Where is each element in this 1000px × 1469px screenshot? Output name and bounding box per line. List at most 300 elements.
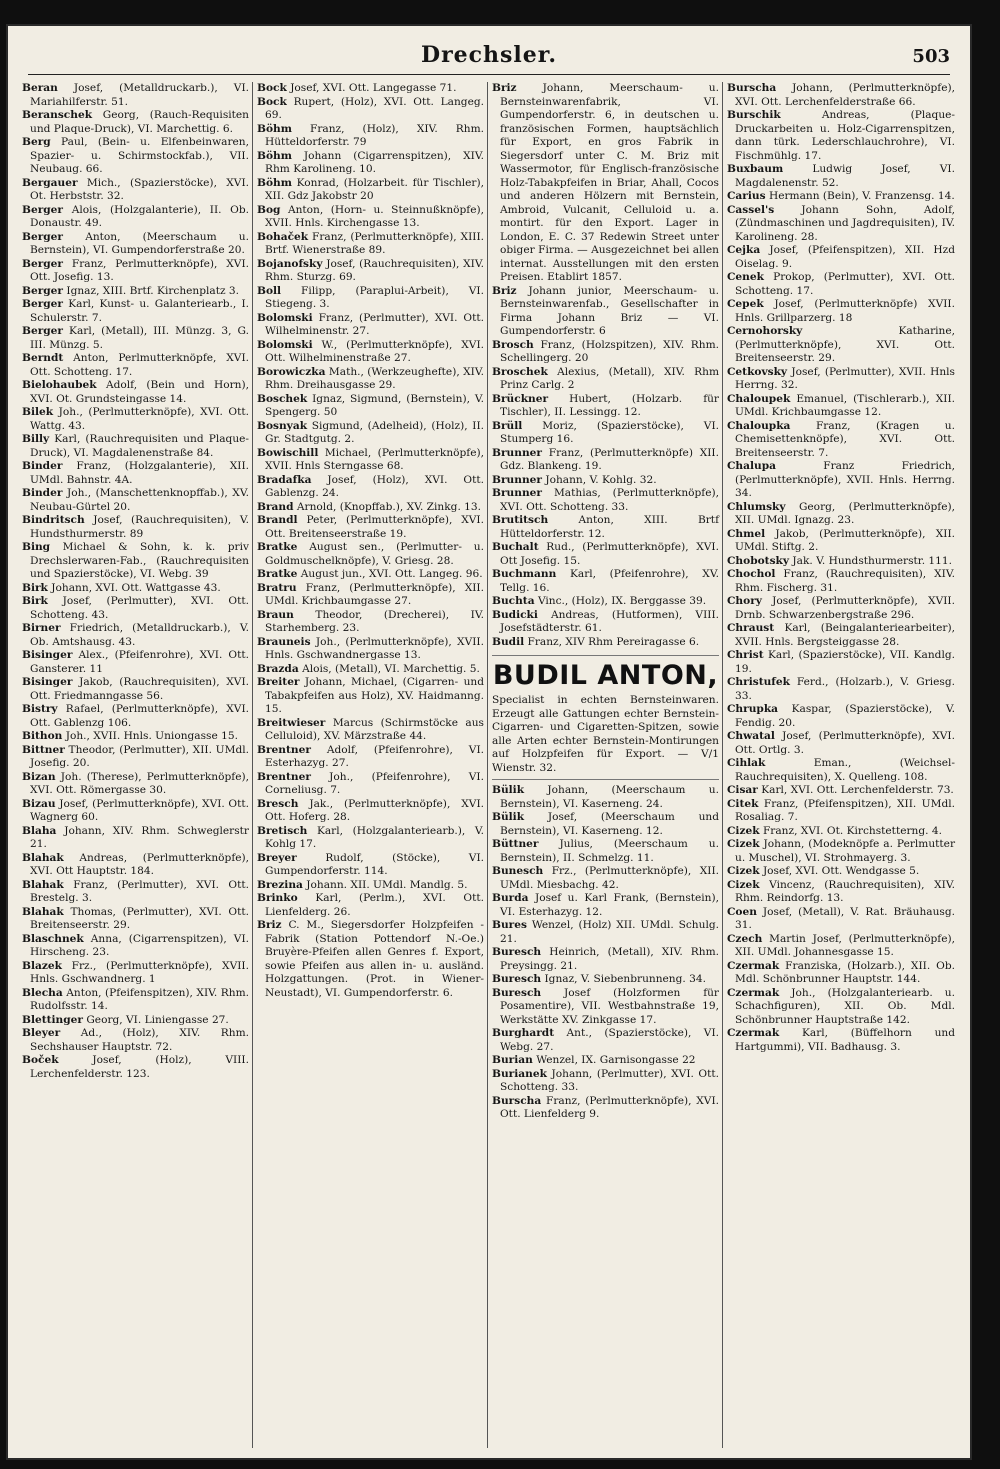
entry-details: Theodor, (Perlmutter), XII. UMdl. Josefig. 20. <box>30 743 249 769</box>
directory-entry <box>22 987 249 1014</box>
entry-details: Karl, (Beingalanteriearbeiter), XVII. Hnls. Bergsteiggasse 28. <box>735 622 955 648</box>
entry-name: Budicki <box>492 608 538 621</box>
directory-entry <box>727 676 955 703</box>
entry-details: Josef, XVI. Ott. Wendgasse 5. <box>762 865 920 877</box>
entry-details: Johann junior, Meerschaum- u. Bernsteinwarenfab., Gesellschafter in Firma Johann Briz — VI. Gumpendorferstr. 6 <box>500 284 720 337</box>
page-title: Drechsler. <box>420 42 558 68</box>
entry-details: Franz Friedrich, (Perlmutterknöpfe), XVII. Hnls. Herrng. 34. <box>735 460 955 499</box>
directory-entry <box>22 852 249 879</box>
directory-entry <box>727 460 955 501</box>
directory-entry <box>257 366 484 393</box>
directory-entry <box>22 352 249 379</box>
entry-details: Johann, (Meerschaum u. Bernstein), VI. Kaserneng. 24. <box>500 784 719 810</box>
entry-name: Bunesch <box>492 865 544 877</box>
entry-name: Bojanofsky <box>257 257 323 270</box>
directory-entry <box>22 325 249 352</box>
directory-entry <box>727 757 955 784</box>
entry-name: Beranschek <box>22 109 93 121</box>
entry-name: Burscha <box>492 1094 542 1107</box>
entry-details: Rud., (Perlmutterknöpfe), XVI. Ott Josefig. 15. <box>500 541 719 567</box>
entry-name: Chory <box>727 595 762 607</box>
entry-name: Brentner <box>257 770 311 783</box>
entry-details: Emanuel, (Tischlerarb.), XII. UMdl. Krichbaumgasse 12. <box>735 392 955 418</box>
directory-entry <box>727 987 955 1028</box>
entry-details: Andreas, (Perlmutterknöpfe), XVI. Ott Hauptstr. 184. <box>30 851 250 877</box>
entry-details: Joh., (Perlmutterknöpfe), XVI. Ott. Wattg. 43. <box>30 406 249 432</box>
entry-details: Thomas, (Perlmutter), XVI. Ott. Breitenseerstr. 29. <box>30 905 249 931</box>
directory-entry <box>727 271 955 298</box>
entry-details: Adolf, (Bein und Horn), XVI. Ot. Grundsteingasse 14. <box>30 379 249 405</box>
entry-details: Jak. V. Hundsthurmerstr. 111. <box>792 554 953 567</box>
directory-entry <box>727 420 955 461</box>
directory-entry <box>727 298 955 325</box>
entry-name: Chalupa <box>727 460 776 472</box>
directory-entry <box>492 1068 719 1095</box>
directory-entry <box>22 487 249 514</box>
entry-name: Bohaček <box>257 230 309 243</box>
entry-name: Brunner <box>492 473 542 486</box>
entry-details: Alexius, (Metall), XIV. Rhm Prinz Carlg. 2 <box>500 365 719 391</box>
entry-details: Joh., (Holzgalanteriearb. u. Schachfiguren), XII. Ob. Mdl. Schönbrunner Hauptstraße 142. <box>735 986 955 1026</box>
entry-name: Birk <box>22 595 48 607</box>
directory-entry <box>727 622 955 649</box>
entry-details: Johann, XIV. Rhm. Schweglerstr 21. <box>30 824 249 850</box>
directory-entry <box>727 555 955 569</box>
entry-name: Beran <box>22 82 58 94</box>
directory-entry <box>492 339 719 366</box>
entry-details: Martin Josef, (Perlmutterknöpfe), XII. UMdl. Johannesgasse 15. <box>735 932 955 958</box>
entry-name: Böhm <box>257 122 292 135</box>
entry-details: W., (Perlmutterknöpfe), XVI. Ott. Wilhelminenstraße 27. <box>265 338 484 364</box>
entry-details: Karl, (Metall), III. Münzg. 3, G. III. Münzg. 5. <box>30 325 249 351</box>
directory-entry <box>257 582 484 609</box>
entry-details: Franz, XIV Rhm Pereiragasse 6. <box>527 635 700 648</box>
entry-name: Berger <box>22 284 64 297</box>
entry-details: C. M., Siegersdorfer Holzpfeifen - Fabrik (Station Pottendorf N.-Oe.) Bruyère-Pfeifen allen Genres f. Export, sowie Pfeifen aus allen in- u. ausländ. Holzgattungen. (Prot. in Wiener-Neustadt), VI. Gumpendorferstr. 6. <box>265 919 484 999</box>
entry-name: Briz <box>257 919 282 931</box>
entry-details: Karl, Kunst- u. Galanteriearb., I. Schulerstr. 7. <box>30 298 249 324</box>
entry-details: Andreas, (Hutformen), VIII. Josefstädterstr. 61. <box>500 608 719 634</box>
entry-details: Franz, (Kragen u. Chemisettenknöpfe), XVI. Ott. Breitenseerstr. 7. <box>735 419 955 459</box>
entry-details: Rafael, (Perlmutterknöpfe), XVI. Ott. Gablenzg 106. <box>30 703 249 729</box>
directory-entry <box>22 933 249 960</box>
entry-name: Buresch <box>492 973 542 985</box>
column-4 <box>727 82 958 1448</box>
entry-details: Franz, (Perlmutterknöpfe), XVI. Ott. Lienfelderg 9. <box>500 1094 720 1120</box>
directory-entry <box>22 825 249 852</box>
directory-entry <box>22 649 249 676</box>
entry-name: Burschik <box>727 109 781 121</box>
entry-details: Theodor, (Drecherei), IV. Starhemberg. 23. <box>265 608 484 634</box>
entry-details: Wenzel, IX. Garnisongasse 22 <box>536 1054 696 1066</box>
entry-details: Frz., (Perlmutterknöpfe), XVII. Hnls. Gschwandnerg. 1 <box>30 959 249 985</box>
entry-name: Chaloupka <box>727 419 791 432</box>
directory-entry <box>22 433 249 460</box>
directory-entry <box>257 96 484 123</box>
directory-entry <box>492 393 719 420</box>
directory-entry <box>257 393 484 420</box>
entry-name: Buxbaum <box>727 163 784 175</box>
entry-details: Johann, Michael, (Cigarren- und Tabakpfeifen aus Holz), XV. Haidmanng. 15. <box>265 676 484 715</box>
entry-name: Bratru <box>257 581 297 594</box>
entry-details: Josef, (Perlmutter), XVII. Hnls Herrng. 32. <box>735 365 955 391</box>
entry-details: Karl, (Spazierstöcke), VII. Kandlg. 19. <box>735 649 955 675</box>
directory-entry <box>727 960 955 987</box>
entry-details: Josef, (Pfeifenspitzen), XII. Hzd Oiselag. 9. <box>735 244 955 270</box>
directory-entry <box>492 838 719 865</box>
entry-details: Frz., (Perlmutterknöpfe), XII. UMdl. Miesbachg. 42. <box>500 865 719 891</box>
directory-entry <box>492 514 719 541</box>
entry-details: Hermann (Bein), V. Franzensg. 14. <box>768 190 955 202</box>
directory-entry <box>727 204 955 245</box>
entry-name: Blettinger <box>22 1013 83 1026</box>
directory-entry <box>257 177 484 204</box>
directory-entry <box>257 339 484 366</box>
directory-entry <box>257 879 484 893</box>
entry-name: Brunner <box>492 446 542 459</box>
entry-name: Billy <box>22 433 50 445</box>
directory-entry <box>22 595 249 622</box>
entry-name: Cizek <box>727 878 760 891</box>
entry-details: Johann, V. Kohlg. 32. <box>545 473 657 486</box>
directory-entry <box>492 474 719 488</box>
column-1 <box>22 82 253 1448</box>
directory-entry <box>22 541 249 582</box>
entry-details: Alois, (Holzgalanterie), II. Ob. Donaustr. 49. <box>30 203 250 229</box>
entry-details: Konrad, (Holzarbeit. für Tischler), XII. Gdz Jakobstr 20 <box>265 176 484 202</box>
entry-details: Anton, (Horn- u. Steinnußknöpfe), XVII. Hnls. Kirchengasse 13. <box>265 203 484 229</box>
entry-name: Bratke <box>257 568 298 580</box>
directory-entry <box>257 514 484 541</box>
entry-details: Rudolf, (Stöcke), VI. Gumpendorferstr. 114. <box>265 851 484 877</box>
entry-name: Bowischill <box>257 446 319 459</box>
directory-entry <box>257 636 484 663</box>
entry-name: Chobotsky <box>727 554 790 567</box>
directory-entry <box>727 163 955 190</box>
entry-name: Cizek <box>727 824 760 837</box>
entry-name: Czech <box>727 932 763 945</box>
entry-details: Franz, XVI. Ot. Kirchstetterng. 4. <box>762 824 942 837</box>
directory-entry <box>727 865 955 879</box>
entry-details: Karl, XVI. Ott. Lerchenfelderstr. 73. <box>761 784 954 796</box>
directory-entry <box>22 298 249 325</box>
entry-name: Blahak <box>22 878 64 891</box>
entry-details: Kaspar, (Spazierstöcke), V. Fendig. 20. <box>735 703 955 729</box>
entry-details: Franziska, (Holzarb.), XII. Ob. Mdl. Schönbrunner Hauptstr. 144. <box>735 959 956 985</box>
directory-entry <box>492 447 719 474</box>
entry-details: Franz, (Rauchrequisiten), XIV. Rhm. Fischerg. 31. <box>735 568 955 594</box>
entry-name: Christufek <box>727 676 790 688</box>
entry-details: Josef, (Perlmutterknöpfe), XVII. Drnb. Schwarzenbergstraße 296. <box>735 595 955 621</box>
directory-entry <box>22 136 249 177</box>
directory-entry <box>257 204 484 231</box>
entry-details: August jun., XVI. Ott. Langeg. 96. <box>300 568 483 580</box>
directory-entry <box>492 973 719 987</box>
entry-name: Buchmann <box>492 568 557 580</box>
entry-details: Rupert, (Holz), XVI. Ott. Langeg. 69. <box>265 95 484 121</box>
entry-name: Cihlak <box>727 757 766 769</box>
entry-details: Karl, (Holzgalanteriearb.), V. Kohlg 17. <box>265 824 484 850</box>
entry-name: Brezina <box>257 878 303 891</box>
entry-name: Berger <box>22 230 64 243</box>
directory-entry <box>22 906 249 933</box>
advertisement-text: Specialist in echten Bernsteinwaren. Erzeugt alle Gattungen echter Bernstein-Cigarren- und Cigaretten-Spitzen, sowie alle Arten echter Bernstein-Montirungen auf Holzpfeifen für Export. — V/1 Wienstr. 32. <box>492 694 719 774</box>
entry-name: Binder <box>22 487 63 499</box>
entry-details: Johann, Meerschaum- u. Bernsteinwarenfabrik, VI. Gumpendorferstr. 6, in deutschen u. französischen Formen, hauptsächlich für Export, en gros Fabrik in Siegersdorf unter C. M. Briz mit Wassermotor, für Englisch-französische Holz-Tabakpfeifen in Briar, Ahall, Cocos und anderen Hölzern mit Bernstein, Ambroid, Vulcanit, Celluloid u. a. montirt. für den Export. Lager in London, E. C. 37 Redewin Street unter obiger Firma. — Ausgezeichnet bei allen internat. Ausstellungen mit den ersten Preisen. Etablirt 1857. <box>500 82 719 283</box>
entry-details: Franz, (Holz), XIV. Rhm. Hütteldorferstr. 79 <box>265 122 484 148</box>
entry-name: Berger <box>22 325 64 337</box>
entry-details: Josef (Holzformen für Posamentire), VII. Westbahnstraße 19, Werkstätte XV. Zinkgasse 17. <box>500 986 719 1026</box>
directory-entry <box>727 190 955 204</box>
entry-details: Josef, (Perlmutterknöpfe), XVI. Ott. Ortlg. 3. <box>735 730 955 756</box>
entry-details: Julius, (Meerschaum u. Bernstein), II. Schmelzg. 11. <box>500 838 719 864</box>
directory-entry <box>727 784 955 798</box>
entry-name: Bresch <box>257 797 299 810</box>
entry-details: Anton, (Pfeifenspitzen), XIV. Rhm. Rudolfsstr. 14. <box>30 986 249 1012</box>
entry-name: Brunner <box>492 487 542 499</box>
entry-name: Chmel <box>727 527 766 540</box>
entry-details: Franz, (Perlmutter), XVI. Ott. Brestelg. 3. <box>30 878 250 904</box>
entry-details: Joh., (Perlmutterknöpfe), XVII. Hnls. Gschwandnergasse 13. <box>265 635 484 661</box>
entry-details: Franz, (Perlmutterknöpfe), XIII. Brtf. Wienerstraße 89. <box>265 230 485 256</box>
directory-entry <box>727 838 955 865</box>
column-3 <box>492 82 723 1448</box>
entry-details: Hubert, (Holzarb. für Tischler), II. Lessingg. 12. <box>500 392 719 418</box>
entry-name: Blaschnek <box>22 932 84 945</box>
directory-entry <box>257 501 484 515</box>
directory-entry <box>257 744 484 771</box>
entry-name: Bolomski <box>257 338 313 351</box>
entry-name: Bizan <box>22 770 56 783</box>
entry-details: Filipp, (Paraplui-Arbeit), VI. Stiegeng. 3. <box>265 284 484 310</box>
entry-details: Arnold, (Knopffab.), XV. Zinkg. 13. <box>296 500 482 513</box>
entry-details: Anton, (Meerschaum u. Bernstein), VI. Gumpendorferstraße 20. <box>30 230 250 256</box>
entry-details: Jak., (Perlmutterknöpfe), XVI. Ott. Hoferg. 28. <box>265 797 484 823</box>
entry-name: Brentner <box>257 743 311 756</box>
directory-entry <box>727 703 955 730</box>
directory-entry <box>257 663 484 677</box>
directory-entry <box>257 825 484 852</box>
directory-entry <box>727 825 955 839</box>
directory-entry <box>727 393 955 420</box>
entry-details: Franz, (Holzgalanterie), XII. UMdl. Bahnstr. 4A. <box>30 460 249 486</box>
directory-entry <box>22 231 249 258</box>
entry-details: Karl, (Pfeifenrohre), XV. Tellg. 16. <box>500 568 719 594</box>
entry-details: Johann, (Modeknöpfe a. Perlmutter u. Muschel), VI. Strohmayerg. 3. <box>735 838 956 864</box>
entry-details: Joh., (Manschettenknopffab.), XV. Neubau-Gürtel 20. <box>30 487 249 513</box>
entry-name: Carius <box>727 190 766 202</box>
entry-name: Bock <box>257 82 287 94</box>
entry-name: Berger <box>22 203 64 216</box>
entry-details: August sen., (Perlmutter- u. Goldmuschelknöpfe), V. Griesg. 28. <box>265 541 484 567</box>
directory-entry <box>22 730 249 744</box>
directory-entry <box>727 568 955 595</box>
entry-name: Böhm <box>257 149 292 162</box>
entry-details: Johann, XVI. Ott. Wattgasse 43. <box>51 581 221 594</box>
entry-details: Georg, VI. Liniengasse 27. <box>86 1013 229 1026</box>
entry-name: Breitwieser <box>257 716 326 729</box>
entry-details: Franz, (Perlmutterknöpfe), XII. UMdl. Krichbaumgasse 27. <box>265 581 484 607</box>
entry-name: Brutitsch <box>492 514 549 526</box>
directory-entry <box>22 109 249 136</box>
entry-name: Brosch <box>492 338 534 351</box>
entry-details: Josef, (Holz), VIII. Lerchenfelderstr. 123. <box>30 1054 249 1080</box>
directory-entry <box>727 595 955 622</box>
directory-entry <box>22 406 249 433</box>
directory-page <box>8 26 970 1458</box>
entry-details: Johann (Cigarrenspitzen), XIV. Rhm Karolineng. 10. <box>265 149 484 175</box>
directory-entry <box>22 285 249 299</box>
entry-details: Joh. (Therese), Perlmutterknöpfe), XVI. Ott. Römergasse 30. <box>30 770 249 796</box>
entry-details: Franz, Perlmutterknöpfe), XVI. Ott. Josefig. 13. <box>30 257 249 283</box>
entry-name: Bisinger <box>22 649 73 661</box>
entry-details: Josef, (Metalldruckarb.), VI. Mariahilferstr. 51. <box>30 82 250 108</box>
directory-entry <box>727 879 955 906</box>
entry-name: Cenek <box>727 271 764 283</box>
entry-details: Ant., (Spazierstöcke), VI. Webg. 27. <box>500 1027 719 1053</box>
entry-name: Brazda <box>257 662 299 675</box>
directory-entry <box>257 676 484 717</box>
entry-name: Chaloupek <box>727 392 791 405</box>
entry-details: Joh., XVII. Hnls. Uniongasse 15. <box>65 730 238 742</box>
entry-name: Berndt <box>22 352 64 364</box>
directory-entry <box>257 717 484 744</box>
directory-entry <box>257 231 484 258</box>
directory-columns <box>22 82 960 1448</box>
entry-details: Paul, (Bein- u. Elfenbeinwaren, Spazier- u. Schirmstockfab.), VII. Neubaug. 66. <box>30 136 249 175</box>
directory-entry <box>22 1054 249 1081</box>
directory-entry <box>492 1054 719 1068</box>
entry-name: Blahak <box>22 851 64 864</box>
entry-name: Bog <box>257 203 281 216</box>
entry-details: Prokop, (Perlmutter), XVI. Ott. Schotteng. 17. <box>735 271 955 297</box>
entry-name: Chlumsky <box>727 500 786 513</box>
entry-details: Anton, XIII. Brtf Hütteldorferstr. 12. <box>500 514 719 540</box>
entry-details: Ferd., (Holzarb.), V. Griesg. 33. <box>735 676 956 702</box>
entry-name: Bistry <box>22 703 58 715</box>
entry-details: Ignaz, XIII. Brtf. Kirchenplatz 3. <box>66 284 240 297</box>
entry-name: Bradafka <box>257 473 312 486</box>
entry-details: Jakob, (Rauchrequisiten), XVI. Ott. Friedmanngasse 56. <box>30 676 249 702</box>
entry-details: Math., (Werkzeughefte), XIV. Rhm. Dreihausgasse 29. <box>265 365 484 391</box>
directory-entry <box>727 528 955 555</box>
entry-name: Bing <box>22 541 51 553</box>
entry-name: Braun <box>257 608 294 621</box>
entry-details: Josef, (Metall), V. Rat. Bräuhausg. 31. <box>735 905 955 931</box>
entry-name: Bures <box>492 919 527 931</box>
entry-name: Buchta <box>492 595 535 607</box>
directory-entry <box>22 379 249 406</box>
directory-entry <box>492 285 719 339</box>
entry-name: Chraust <box>727 622 775 634</box>
entry-details: Ad., (Holz), XIV. Rhm. Sechshauser Hauptstr. 72. <box>30 1027 249 1053</box>
entry-details: Josef u. Karl Frank, (Bernstein), VI. Esterhazyg. 12. <box>500 892 719 918</box>
directory-entry <box>727 501 955 528</box>
directory-entry <box>257 150 484 177</box>
directory-entry <box>22 514 249 541</box>
entry-details: Franz, (Perlmutterknöpfe) XII. Gdz. Blankeng. 19. <box>500 446 719 472</box>
entry-details: Karl, (Rauchrequisiten und Plaque-Druck), VI. Magdalenenstraße 84. <box>30 433 249 459</box>
directory-entry <box>22 204 249 231</box>
directory-entry <box>257 312 484 339</box>
entry-name: Bülik <box>492 784 525 796</box>
entry-name: Berger <box>22 298 64 310</box>
entry-name: Briz <box>492 82 517 94</box>
directory-entry <box>492 919 719 946</box>
entry-name: Bülik <box>492 811 525 823</box>
directory-entry <box>727 1027 955 1054</box>
entry-name: Citek <box>727 797 759 810</box>
directory-entry <box>257 123 484 150</box>
entry-name: Breiter <box>257 676 300 688</box>
page-header <box>28 40 950 75</box>
entry-details: Karl, (Perlm.), XVI. Ott. Lienfelderg. 26. <box>265 892 484 918</box>
directory-entry <box>22 744 249 771</box>
entry-name: Chochol <box>727 568 776 580</box>
directory-entry <box>727 730 955 757</box>
directory-entry <box>257 285 484 312</box>
directory-entry <box>727 82 955 109</box>
entry-name: Blecha <box>22 986 63 999</box>
entry-name: Cizek <box>727 865 760 877</box>
entry-name: Bilek <box>22 406 54 418</box>
entry-details: Josef, (Rauchrequisiten), V. Hundsthurmerstr. 89 <box>30 514 249 540</box>
directory-entry <box>22 703 249 730</box>
entry-details: Franz, (Pfeifenspitzen), XII. UMdl. Rosaliag. 7. <box>735 797 955 823</box>
directory-entry <box>492 987 719 1028</box>
directory-entry <box>257 258 484 285</box>
entry-details: Vincenz, (Rauchrequisiten), XIV. Rhm. Reindorfg. 13. <box>735 878 955 904</box>
entry-name: Burianek <box>492 1067 547 1080</box>
directory-entry <box>492 1027 719 1054</box>
entry-details: Georg, (Perlmutterknöpfe), XII. UMdl. Ignazg. 23. <box>735 500 955 526</box>
entry-name: Bolomski <box>257 311 313 324</box>
entry-name: Brauneis <box>257 635 311 648</box>
directory-entry <box>257 892 484 919</box>
entry-details: Johann, (Perlmutter), XVI. Ott. Schotteng. 33. <box>500 1067 719 1093</box>
directory-entry <box>492 487 719 514</box>
directory-entry <box>492 609 719 636</box>
directory-entry <box>257 919 484 1000</box>
entry-details: Ignaz, Sigmund, (Bernstein), V. Spengerg. 50 <box>265 392 484 418</box>
entry-name: Blahak <box>22 905 64 918</box>
entry-details: Georg, (Rauch-Requisiten und Plaque-Druck), VI. Marchettig. 6. <box>30 109 249 135</box>
entry-details: Mathias, (Perlmutterknöpfe), XVI. Ott. Schotteng. 33. <box>500 487 719 513</box>
entry-details: Wenzel, (Holz) XII. UMdl. Schulg. 21. <box>500 919 719 945</box>
entry-name: Cepek <box>727 298 764 310</box>
entry-name: Burscha <box>727 82 777 94</box>
entry-name: Chwatal <box>727 730 775 742</box>
entry-details: Sigmund, (Adelheid), (Holz), II. Gr. Stadtgutg. 2. <box>265 419 484 445</box>
entry-name: Cisar <box>727 784 758 796</box>
directory-entry <box>22 676 249 703</box>
directory-entry <box>492 595 719 609</box>
entry-name: Brand <box>257 500 294 513</box>
entry-details: Alex., (Pfeifenrohre), XVI. Ott. Gansterer. 11 <box>30 649 249 675</box>
advertisement <box>492 655 719 780</box>
entry-name: Berger <box>22 257 64 270</box>
directory-entry <box>492 82 719 285</box>
entry-name: Chrupka <box>727 703 779 715</box>
entry-name: Boček <box>22 1054 59 1066</box>
entry-details: Adolf, (Pfeifenrohre), VI. Esterhazyg. 27. <box>265 743 485 769</box>
directory-entry <box>22 771 249 798</box>
directory-entry <box>492 811 719 838</box>
entry-details: Ignaz, V. Siebenbrunneng. 34. <box>544 973 706 985</box>
directory-entry <box>492 865 719 892</box>
entry-name: Burian <box>492 1054 533 1066</box>
directory-entry <box>22 460 249 487</box>
